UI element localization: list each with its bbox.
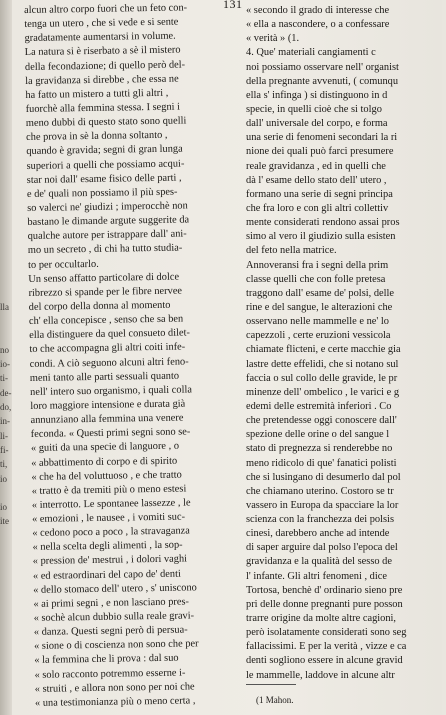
margin-fragment-line: do, bbox=[0, 402, 12, 413]
margin-fragment-line: no bbox=[0, 344, 9, 355]
text-line: trarre origine da molte altre cagioni, bbox=[246, 613, 397, 625]
text-line: che fra loro e con gli altri collettiv bbox=[246, 202, 389, 214]
margin-fragment-line bbox=[0, 329, 10, 343]
margin-fragment-line: ti, bbox=[0, 459, 8, 470]
text-line: noi possiamo osservare nell' organist bbox=[246, 61, 399, 73]
text-line: dà l' esame dello stato dell' utero , bbox=[246, 174, 387, 186]
text-line: che pretendesse oggi conoscere dall' bbox=[246, 415, 397, 427]
text-line: Annoveransi fra i segni della prim bbox=[246, 259, 389, 271]
text-line: ribrezzo si spande per le fibre nervee bbox=[28, 285, 183, 299]
margin-fragment-line: ti- bbox=[0, 373, 8, 384]
margin-fragment-line: io- bbox=[0, 359, 10, 370]
margin-fragment-line: ite bbox=[0, 516, 9, 527]
text-line: la gravidanza si direbbe , che essa ne bbox=[25, 73, 179, 87]
text-line: vassero in Europa da spacciare la lor bbox=[246, 499, 399, 511]
text-line: della fecondazione; di quello però del- bbox=[24, 59, 186, 73]
text-line: capezzoli , certe eruzioni vessicola bbox=[246, 330, 391, 342]
text-line: osservano nelle mammelle e ne' lo bbox=[246, 316, 389, 328]
text-line: che chiamano uterino. Costoro se tr bbox=[246, 485, 394, 497]
text-line: mo un secreto , di chi ha tutto studia- bbox=[27, 242, 183, 257]
text-line: « sochè alcun dubbio sulla reale gravi- bbox=[33, 610, 195, 624]
text-line: « ai primi segni , e non lasciano pres- bbox=[33, 596, 190, 610]
text-line: meno dubbi di questo stato sono quelli bbox=[25, 115, 187, 130]
text-line: le mammelle, laddove in alcune altr bbox=[246, 669, 395, 681]
text-line: « tratto è da tremiti più o meno estesi bbox=[31, 483, 187, 497]
margin-fragment-line: li- bbox=[0, 430, 8, 441]
text-line: annunziano alla femmina una venere bbox=[30, 412, 184, 427]
text-line: faccia o sul collo delle gravide, le pr bbox=[246, 372, 398, 384]
text-line: dall' universale del corpo, e forma bbox=[246, 118, 388, 130]
text-line: però isolatamente considerati sono seg bbox=[246, 627, 407, 639]
text-line: condi. A ciò seguono alcuni altri feno- bbox=[29, 355, 189, 370]
footnote-rule bbox=[246, 684, 296, 685]
text-line: « verità » (1. bbox=[246, 33, 300, 45]
text-line: « una testimonianza più o meno certa , bbox=[34, 695, 196, 709]
text-line: mente considerati rendono assai pros bbox=[246, 217, 400, 229]
text-line: ch' ella concepisce , senso che sa ben bbox=[28, 313, 184, 328]
text-line: meno ridicolo di que' fanatici polisti bbox=[246, 457, 397, 469]
text-line: loro maggiore intensione e durata già bbox=[30, 398, 186, 412]
text-line: l' infante. Gli altri fenomeni , dice bbox=[246, 570, 387, 582]
text-line: « solo racconto potremmo esserne i- bbox=[34, 667, 186, 681]
text-line: meni tanto alle parti sessuali quanto bbox=[29, 370, 180, 384]
text-line: « sione o di coscienza non sono che per bbox=[34, 638, 199, 653]
text-line: reale gravidanza , ed in quelli che bbox=[246, 160, 386, 172]
text-line: minenze dell' ombelico , le varici e g bbox=[246, 386, 400, 398]
text-line: rine e del sangue, le alterazioni che bbox=[246, 301, 393, 313]
text-line: spezione delle orine o del sangue l bbox=[246, 429, 390, 441]
text-line: specie, in quelli cioè che si tolgo bbox=[246, 103, 382, 115]
margin-fragment-line bbox=[0, 486, 10, 500]
text-line: « abbattimento di corpo e di spirito bbox=[31, 455, 178, 469]
text-line: qualche autore per istrappare dall' ani- bbox=[27, 228, 187, 243]
text-line: nione dei quali può farci presumere bbox=[246, 146, 394, 158]
text-line: edemi delle estremità inferiori . Co bbox=[246, 400, 392, 412]
text-line: quando è gravida; segni di gran lunga bbox=[26, 143, 183, 158]
text-line: che si lusingano di desumerlo dal pol bbox=[246, 471, 401, 483]
margin-fragment-line bbox=[0, 314, 10, 328]
text-line: pri delle donne pregnanti pure posson bbox=[246, 598, 403, 610]
text-line: ella s' infinga ) si distinguono in d bbox=[246, 89, 388, 101]
text-line: nell' intero suo organismo, i quali colla bbox=[30, 384, 193, 398]
text-line: star noi dall' esame fisico delle parti , bbox=[26, 172, 182, 186]
text-line: della pregnante avvenuti, ( comunqu bbox=[246, 75, 399, 87]
text-line: « secondo il grado di interesse che bbox=[246, 5, 390, 16]
text-line: stato di pregnezza si renderebbe no bbox=[246, 443, 393, 455]
text-line: « nella scelta degli alimenti , la sop- bbox=[32, 539, 183, 554]
text-line: so valerci ne' giudizi ; imperocchè non bbox=[27, 200, 188, 214]
margin-fragment-line: in- bbox=[0, 416, 10, 427]
text-line: 4. Que' materiali cangiamenti c bbox=[246, 47, 376, 59]
text-line: formano una serie di segni principa bbox=[246, 188, 393, 200]
text-line: superiori a quelli che possiamo acqui- bbox=[26, 158, 185, 172]
text-line: « cedono poco a poco , la stravaganza bbox=[32, 525, 190, 540]
adjacent-page-fragment bbox=[0, 300, 10, 529]
left-text-column bbox=[24, 1, 241, 711]
text-line: « emozioni , le nausee , i vomiti suc- bbox=[32, 511, 186, 525]
text-line: e de' quali non possiamo il più spes- bbox=[26, 186, 178, 200]
text-line: lastre dette effelidi, che si notano sul bbox=[246, 358, 399, 370]
margin-fragment-line: lla bbox=[0, 302, 9, 312]
margin-fragment-line: fi- bbox=[0, 444, 9, 455]
text-line: traggono dall' esame de' polsi, delle bbox=[246, 287, 395, 299]
text-line: « ed estraordinari del capo de' denti bbox=[32, 568, 181, 582]
text-line: ha fatto un mistero a tutti gli altri , bbox=[25, 87, 169, 101]
text-line: La natura si è riserbato a sè il mistero bbox=[24, 44, 181, 59]
text-line: cinesi, darebbero anche ad intende bbox=[246, 528, 390, 540]
text-line: « la femmina che li prova : dal suo bbox=[34, 653, 179, 667]
footnote: (1 Mahon. bbox=[256, 695, 294, 705]
text-line: « interrotto. Le spontanee lassezze , le bbox=[31, 497, 191, 511]
text-line: « che ha del voluttuoso , e che tratto bbox=[31, 469, 182, 483]
text-line: scienza con la franchezza dei polsis bbox=[246, 514, 394, 526]
margin-fragment-line: de- bbox=[0, 387, 12, 398]
margin-fragment-line: io bbox=[0, 502, 8, 513]
text-line: « guiti da una specie di languore , o bbox=[30, 440, 180, 455]
page-number: 131 bbox=[223, 0, 243, 11]
text-line: una serie di fenomeni secondari la ri bbox=[246, 132, 398, 144]
margin-fragment-line: io bbox=[0, 473, 8, 484]
text-line: ella distinguere da quel consueto dilet- bbox=[29, 327, 190, 342]
text-line: « dello stomaco dell' utero , s' uniscono bbox=[33, 582, 197, 596]
text-line: simo al vero il giudizio sulla esisten bbox=[246, 231, 396, 243]
right-text-column bbox=[246, 4, 446, 683]
text-line: fallacissimi. E per la verità , vizze e ca bbox=[246, 641, 407, 653]
text-line: alcun altro corpo fuori che un feto con- bbox=[24, 2, 188, 16]
text-line: denti sogliono essere in alcune gravid bbox=[246, 655, 403, 667]
text-line: Un senso affatto particolare di dolce bbox=[28, 271, 180, 285]
text-line: gravidanza e la qualità del sesso de bbox=[246, 556, 392, 568]
text-line: del feto nella matrice. bbox=[246, 245, 337, 257]
text-line: tenga un utero , che si vede e si sente bbox=[24, 16, 179, 31]
text-line: feconda. « Questi primi segni sono se- bbox=[30, 426, 191, 441]
text-line: « pression de' mestrui , i dolori vaghi bbox=[32, 553, 188, 568]
text-line: « danza. Questi segni però di persua- bbox=[33, 624, 188, 639]
text-line: « ella a nascondere, o a confessare bbox=[246, 19, 390, 31]
text-line: to che accompagna gli altri coiti infe- bbox=[29, 341, 186, 356]
text-line: del corpo della donna al momento bbox=[28, 299, 171, 313]
text-line: bastano le dimande argute suggerite da bbox=[27, 214, 190, 229]
text-line: gradatamente aumentarsi in volume. bbox=[24, 30, 176, 45]
text-line: to per occultarlo. bbox=[28, 258, 99, 271]
text-line: che prova in sè la donna soltanto , bbox=[26, 130, 168, 144]
text-line: classe quelli che con folle pretesa bbox=[246, 273, 386, 285]
text-line: di saper arguire dal polso l'epoca del bbox=[246, 542, 398, 554]
text-line: Tortosa, benchè d' ordinario sieno pre bbox=[246, 584, 403, 596]
text-line: chiamate flicteni, e certe macchie gia bbox=[246, 344, 401, 356]
text-line: « struiti , e allora non sono per noi che bbox=[34, 681, 195, 695]
text-line: fuorchè alla femmina stessa. I segni i bbox=[25, 101, 181, 115]
